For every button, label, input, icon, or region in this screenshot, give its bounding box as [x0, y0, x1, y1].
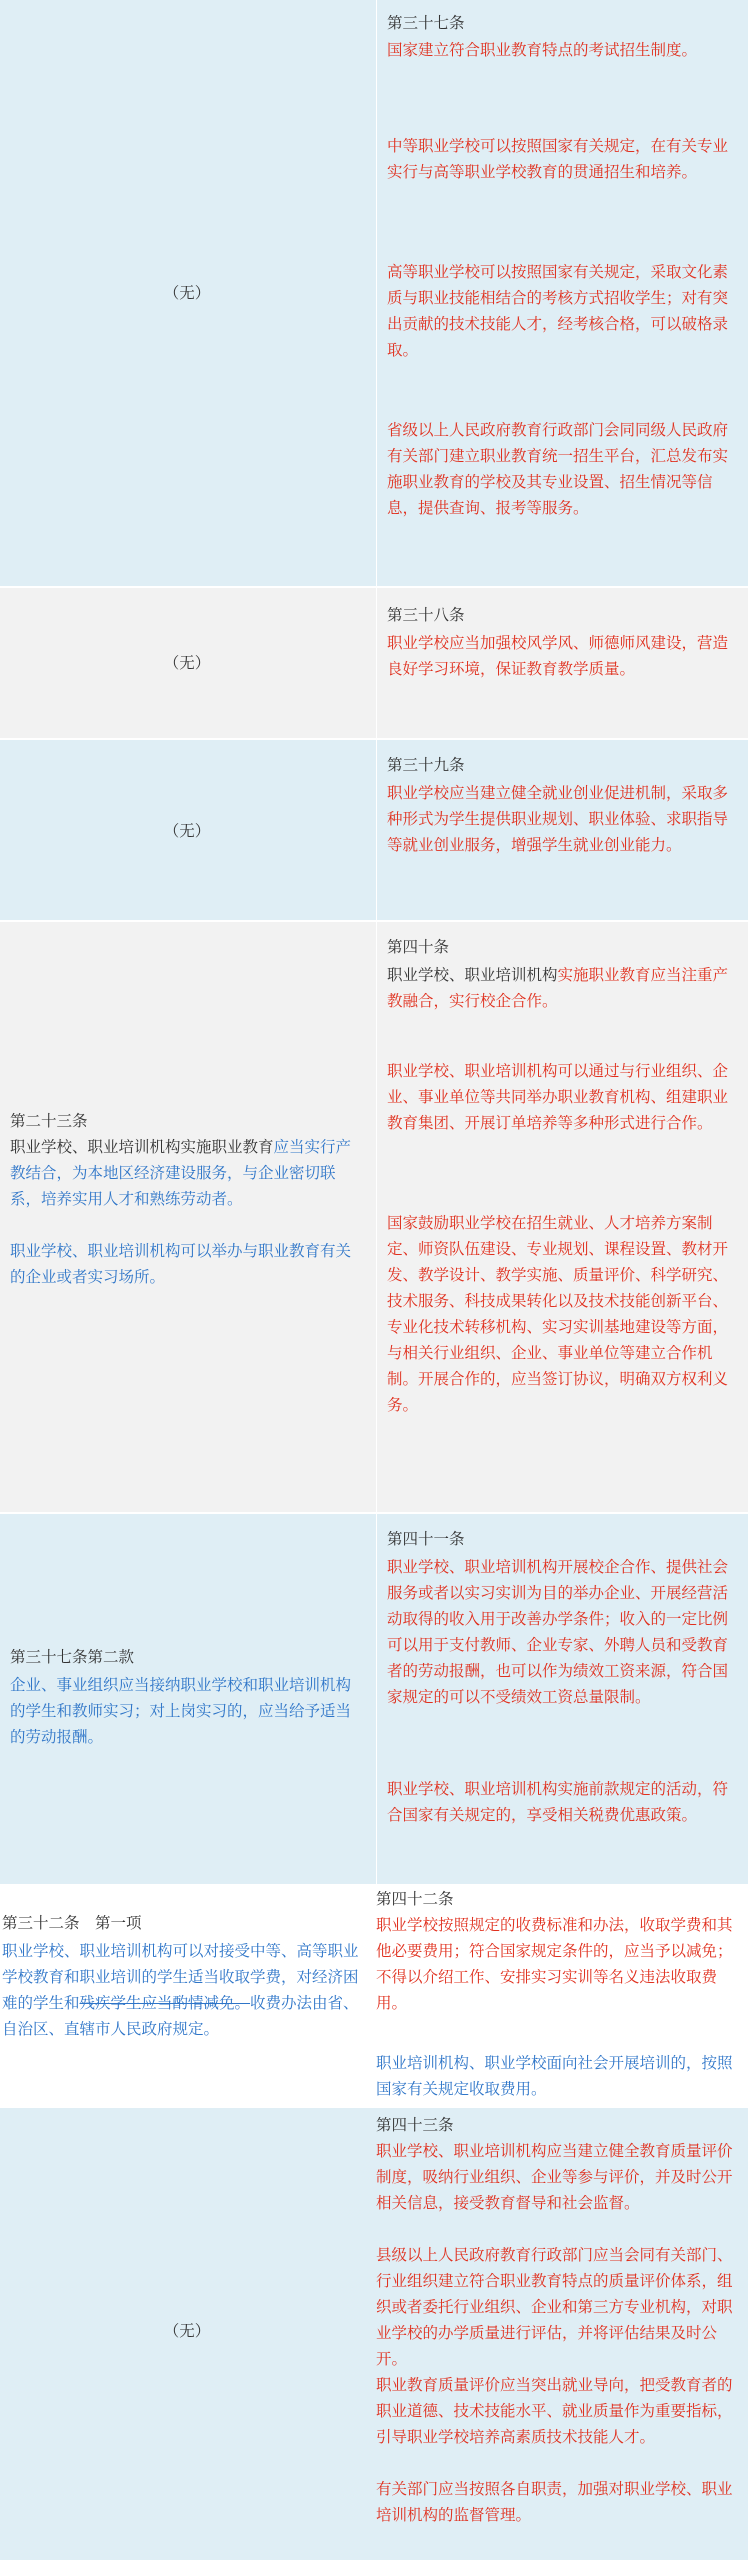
article-paragraph: 职业学校、职业培训机构应当建立健全教育质量评价制度，吸纳行业组织、企业等参与评价，并及时公开相关信息，接受教育督导和社会监督。	[376, 2142, 733, 2212]
table-row	[0, 740, 748, 920]
article-paragraph: 省级以上人民政府教育行政部门会同同级人民政府有关部门建立职业教育统一招生平台，汇总发布实施职业教育的学校及其专业设置、招生情况等信息，提供查询、报考等服务。	[387, 421, 729, 517]
old-law-cell	[0, 0, 374, 586]
article-paragraph: 职业学校、职业培训机构可以举办与职业教育有关的企业或者实习场所。	[10, 1242, 352, 1286]
article-paragraph: 企业、事业组织应当接纳职业学校和职业培训机构的学生和教师实习；对上岗实习的，应当给予适当的劳动报酬。	[10, 1676, 352, 1746]
article-title: 第三十八条	[387, 606, 465, 624]
article-paragraph: 中等职业学校可以按照国家有关规定，在有关专业实行与高等职业学校教育的贯通招生和培养。	[387, 137, 729, 181]
article-paragraph: 职业学校应当建立健全就业创业促进机制，采取多种形式为学生提供职业规划、职业体验、求职指导等就业创业服务，增强学生就业创业能力。	[387, 784, 729, 854]
article-title: 第三十七条	[387, 14, 465, 32]
article-title: 第三十二条 第一项	[2, 1914, 142, 1932]
article-paragraph: 有关部门应当按照各自职责，加强对职业学校、职业培训机构的监督管理。	[376, 2480, 733, 2524]
article-paragraph	[387, 962, 742, 1014]
new-law-cell	[376, 1514, 748, 1884]
old-law-cell	[0, 1514, 374, 1884]
article-paragraph: 高等职业学校可以按照国家有关规定，采取文化素质与职业技能相结合的考核方式招收学生；对有突出贡献的技术技能人才，经考核合格，可以破格录取。	[387, 263, 729, 359]
article-paragraph: 职业学校、职业培训机构开展校企合作、提供社会服务或者以实习实训为目的举办企业、开展经营活动取得的收入用于改善办学条件；收入的一定比例可以用于支付教师、企业专家、外聘人员和受教育者的劳动报酬，也可以作为绩效工资来源，符合国家规定的可以不受绩效工资总量限制。	[387, 1558, 729, 1706]
article-title: 第二十三条	[10, 1112, 88, 1130]
article-title: 第四十二条	[376, 1890, 454, 1908]
added-text: 实施职业教育应当注重产教融合，实行校企合作。	[387, 966, 729, 1010]
article-paragraph: 职业教育质量评价应当突出就业导向，把受教育者的职业道德、技术技能水平、就业质量作为重要指标，引导职业学校培养高素质技术技能人才。	[376, 2376, 733, 2446]
article-title: 第四十一条	[387, 1530, 465, 1548]
table-row	[0, 588, 748, 738]
old-law-cell	[0, 1886, 374, 2106]
changed-text: 应当实行产教结合，为本地区经济建设服务，与企业密切联系，培养实用人才和熟练劳动者。	[10, 1138, 352, 1208]
old-law-cell	[0, 740, 374, 920]
new-law-cell	[376, 922, 748, 1512]
article-paragraph	[2, 1938, 362, 2042]
table-row	[0, 0, 748, 586]
none-label: （无）	[163, 284, 211, 302]
article-title: 第三十九条	[387, 756, 465, 774]
article-paragraph: 职业学校、职业培训机构实施前款规定的活动，符合国家有关规定的，享受相关税费优惠政策。	[387, 1780, 729, 1824]
new-law-cell	[376, 740, 748, 920]
unchanged-text: 职业学校、职业培训机构实施职业教育	[10, 1138, 274, 1156]
article-title: 第四十三条	[376, 2116, 454, 2134]
article-paragraph: 职业学校应当加强校风学风、师德师风建设，营造良好学习环境，保证教育教学质量。	[387, 634, 729, 678]
article-paragraph: 国家建立符合职业教育特点的考试招生制度。	[387, 41, 698, 59]
article-paragraph: 国家鼓励职业学校在招生就业、人才培养方案制定、师资队伍建设、专业规划、课程设置、教材开发、教学设计、教学实施、质量评价、科学研究、技术服务、科技成果转化以及技术技能创新平台、专业化技术转移机构、实习实训基地建设等方面，与相关行业组织、企业、事业单位等建立合作机制。开展合作的，应当签订协议，明确双方权利义务。	[387, 1214, 729, 1414]
old-law-cell	[0, 922, 374, 1512]
none-label: （无）	[163, 822, 211, 840]
article-paragraph: 县级以上人民政府教育行政部门应当会同有关部门、行业组织建立符合职业教育特点的质量评价体系，组织或者委托行业组织、企业和第三方专业机构，对职业学校的办学质量进行评估，并将评估结果及时公开。	[376, 2246, 733, 2368]
changed-text: 职业学校、职业培训机构可以对接受中等、高等职业学校教育和职业培训的学生适当收取学费，对经济困难的学生和	[2, 1942, 359, 2012]
old-law-cell	[0, 588, 374, 738]
unchanged-text: 职业学校、职业培训机构	[387, 966, 558, 984]
article-title: 第四十条	[387, 938, 450, 956]
none-label: （无）	[163, 654, 211, 672]
none-label: （无）	[163, 2322, 211, 2340]
table-row	[0, 1886, 748, 2106]
old-law-cell	[0, 2108, 374, 2560]
table-row	[0, 1514, 748, 1884]
new-law-cell	[376, 588, 748, 738]
new-law-cell	[376, 2108, 748, 2560]
article-paragraph: 职业学校按照规定的收费标准和办法，收取学费和其他必要费用；符合国家规定条件的，应当予以减免；不得以介绍工作、安排实习实训等名义违法收取费用。	[376, 1916, 733, 2012]
article-paragraph: 职业学校、职业培训机构可以通过与行业组织、企业、事业单位等共同举办职业教育机构、组建职业教育集团、开展订单培养等多种形式进行合作。	[387, 1062, 729, 1132]
article-paragraph	[10, 1134, 364, 1212]
article-title: 第三十七条第二款	[10, 1648, 135, 1666]
new-law-cell	[376, 1886, 748, 2106]
changed-text: 收费办法由省、自治区、直辖市人民政府规定。	[2, 1994, 359, 2038]
table-row	[0, 2108, 748, 2560]
deleted-text: 残疾学生应当酌情减免。	[79, 1994, 251, 2012]
new-law-cell	[376, 0, 748, 586]
table-row	[0, 922, 748, 1512]
article-paragraph: 职业培训机构、职业学校面向社会开展培训的，按照国家有关规定收取费用。	[376, 2054, 733, 2098]
